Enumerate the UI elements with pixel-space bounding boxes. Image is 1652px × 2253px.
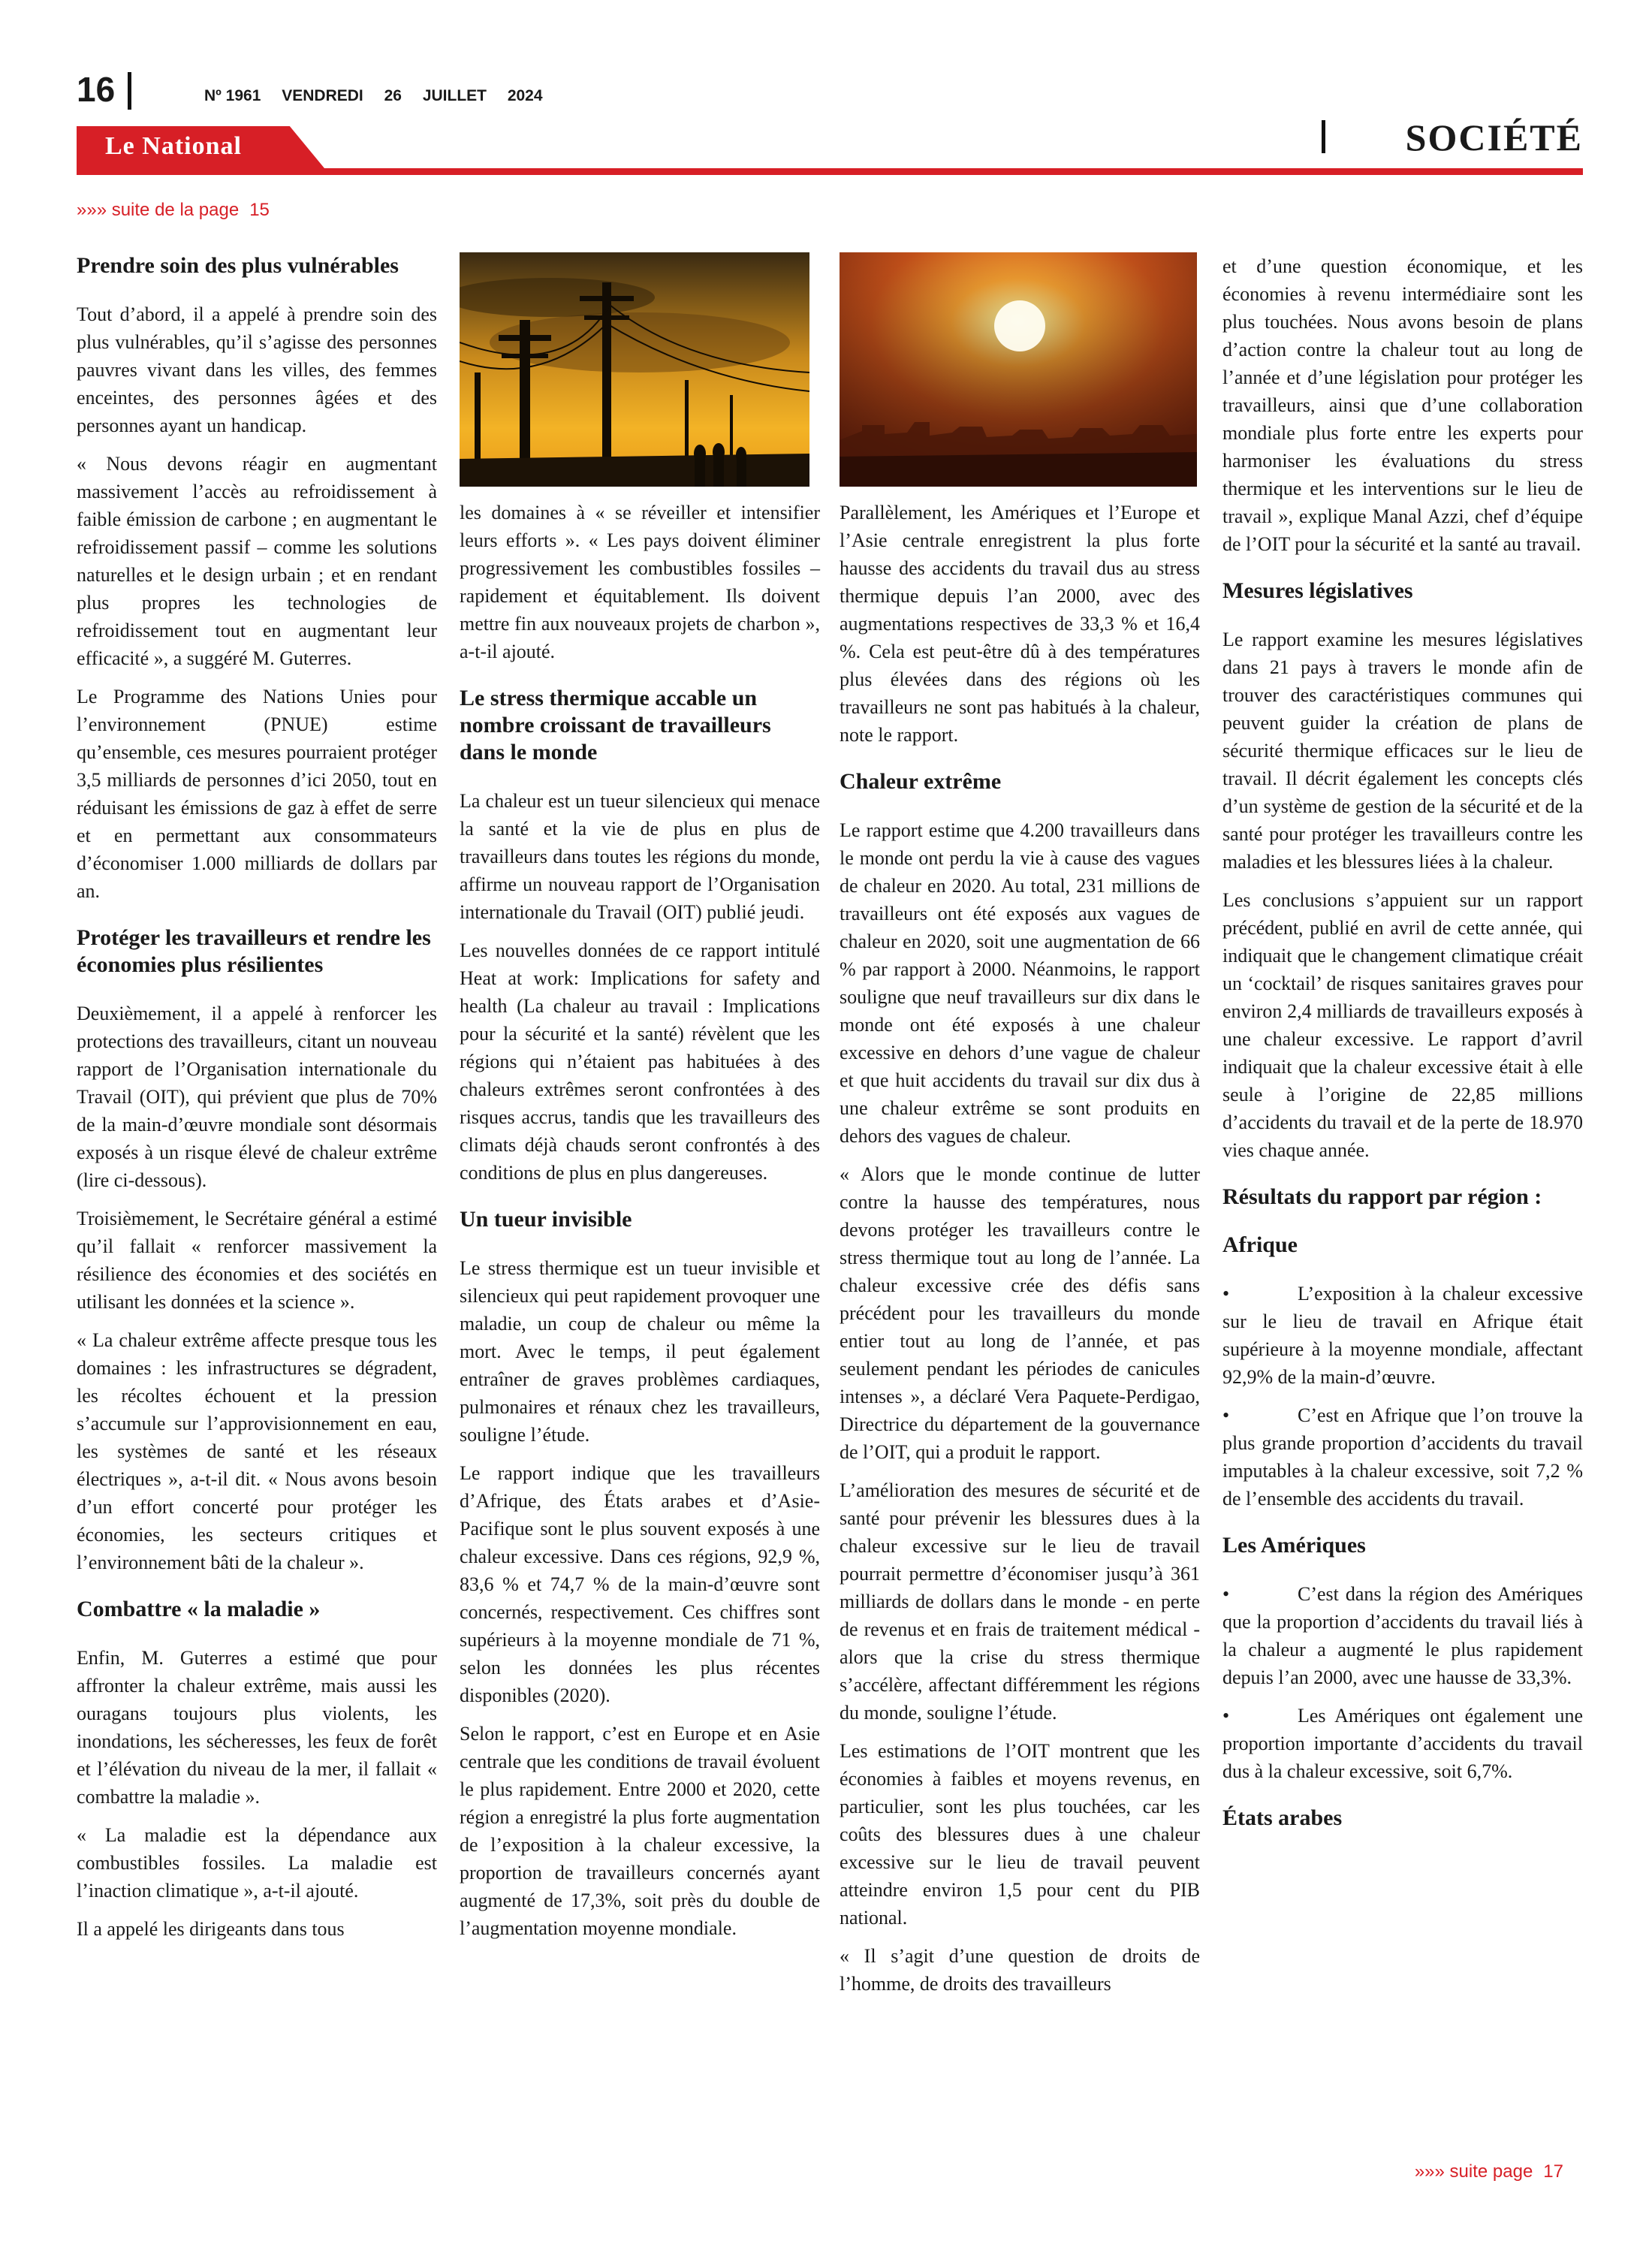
paragraph: Le stress thermique est un tueur invisible et silencieux qui peut rapidement provoquer une maladie, un coup de chaleur ou même la mort. Avec le temps, il peut également entraîner de graves problèmes cardiaques, pulmonaires et rénaux chez les travailleurs, souligne l’étude. [460,1257,820,1446]
paragraph: Enfin, M. Guterres a estimé que pour affronter la chaleur extrême, mais aussi les ouragans toujours plus violents, les inondations, les sécheresses, les feux de forêt et l’élévation du niveau de la mer, il fallait « combattre la maladie ». [77,1647,437,1808]
issue-month: JUILLET [422,87,487,104]
bullet-item [1222,1580,1583,1691]
brand-rule [77,168,1583,175]
page-number-divider [128,72,131,110]
paragraph: Le rapport examine les mesures législatives dans 21 pays à travers le monde afin de trouver des caractéristiques communes qui peuvent guider la création de plans de sécurité thermique efficaces sur le lieu de travail. Il décrit également les concepts clés d’un système de gestion de la sécurité et de la santé pour protéger les travailleurs contre les maladies et les blessures liées à la chaleur. [1222,629,1583,873]
sun-over-city-image [840,252,1197,487]
bullet-item [1222,1401,1583,1513]
bullet-marker: • [1222,1283,1230,1304]
section-divider [1322,120,1325,153]
continuation-from-label: »»» suite de la page [77,200,240,220]
paragraph: « Il s’agit d’une question de droits de l’homme, de droits des travailleurs [840,1945,1200,1995]
power-lines-silhouette-image [460,252,809,487]
subheading: Chaleur extrême [840,769,1002,794]
subheading: Mesures législatives [1222,578,1413,603]
bullet-marker: • [1222,1583,1230,1605]
bullet-text: C’est dans la région des Amériques que la proportion d’accidents du travail liés à la chaleur a augmenté le plus rapidement depuis l’an 2000, avec une hausse de 33,3%. [1222,1583,1583,1688]
bullet-marker: • [1222,1404,1230,1426]
subheading: Résultats du rapport par région : [1222,1184,1542,1209]
continuation-to-label: »»» suite page [1414,2161,1533,2182]
bullet-marker: • [1222,1705,1230,1727]
bullet-text: L’exposition à la chaleur excessive sur le lieu de travail en Afrique était supérieure à la moyenne mondiale, affectant 92,9% de la main-d’œuvre. [1222,1283,1583,1388]
subheading: Afrique [1222,1232,1298,1257]
photo-sun-city [840,252,1197,487]
bullet-text: C’est en Afrique que l’on trouve la plus grande proportion d’accidents du travail imputables à la chaleur excessive, soit 7,2 % de l’ensemble des accidents du travail. [1222,1404,1583,1510]
subheading: Combattre « la maladie » [77,1597,321,1621]
issue-day: 26 [384,87,402,104]
paragraph: Parallèlement, les Amériques et l’Europe et l’Asie centrale enregistrent la plus forte hausse des accidents du travail dus au stress thermique depuis l’an 2000, avec des augmentations respectives de 33,3 % et 16,4 %. Cela est peut-être dû à des températures plus élevées dans des régions où les travailleurs ne sont pas habitués à la chaleur, note le rapport. [840,502,1200,746]
photo-power-lines [460,252,809,487]
continuation-to [1415,2161,1563,2182]
paragraph: Les conclusions s’appuient sur un rapport précédent, publié en avril de cette année, qui indiquait que le changement climatique créait un ‘cocktail’ de risques sanitaires graves pour environ 2,4 milliards de travailleurs exposés à une chaleur excessive. Le rapport d’avril indiquait que la chaleur excessive était à elle seule à l’origine de 22,85 millions d’accidents du travail et de la perte de 18.970 vies chaque année. [1222,889,1583,1161]
paragraph: « Nous devons réagir en augmentant massivement l’accès au refroidissement à faible émission de carbone ; en augmentant le refroidissement passif – comme les solutions naturelles et le design urbain ; et en rendant plus propres les technologies de refroidissement tout en augmentant leur efficacité », a suggéré M. Guterres. [77,453,437,669]
subheading: États arabes [1222,1805,1343,1830]
bullet-item [1222,1702,1583,1785]
bullet-text: Les Amériques ont également une proportion importante d’accidents du travail dus à la chaleur excessive, soit 6,7%. [1222,1705,1583,1782]
paragraph: Le rapport estime que 4.200 travailleurs dans le monde ont perdu la vie à cause des vagues de chaleur en 2020. Au total, 231 millions de travailleurs ont été exposés aux vagues de chaleur en 2020, soit une augmentation de 66 % par rapport à 2000. Néanmoins, le rapport souligne que neuf travailleurs sur dix dans le monde ont été exposés à une chaleur excessive en dehors d’une vague de chaleur et que huit accidents du travail sur dix dus à une chaleur extrême se sont produits en dehors des vagues de chaleur. [840,819,1200,1147]
paragraph: Le rapport indique que les travailleurs d’Afrique, des États arabes et d’Asie-Pacifique sont le plus souvent exposés à une chaleur excessive. Dans ces régions, 92,9 %, 83,6 % et 74,7 % de la main-d’œuvre sont concernés, respectivement. Ces chiffres sont supérieurs à la moyenne mondiale de 71 %, selon les données les plus récentes disponibles (2020). [460,1462,820,1706]
paragraph: Deuxièmement, il a appelé à renforcer les protections des travailleurs, citant un nouveau rapport de l’Organisation internationale du Travail (OIT), qui prévient que plus de 70% de la main-d’œuvre mondiale sont désormais exposés à un risque élevé de chaleur extrême (lire ci-dessous). [77,1003,437,1191]
paragraph: Troisièmement, le Secrétaire général a estimé qu’il fallait « renforcer massivement la résilience des économies et des sociétés en utilisant les données et la science ». [77,1208,437,1313]
subheading: Un tueur invisible [460,1207,632,1232]
continuation-to-page: 17 [1543,2161,1563,2182]
section-title: SOCIÉTÉ [1405,116,1583,158]
paragraph: Selon le rapport, c’est en Europe et en Asie centrale que les conditions de travail évoluent le plus rapidement. Entre 2000 et 2020, cette région a enregistré la plus forte augmentation de l’exposition à la chaleur excessive, la proportion de travailleurs concernés ayant augmenté de 17,3%, soit près du double de l’augmentation moyenne mondiale. [460,1723,820,1939]
issue-line [204,87,559,105]
paragraph: Tout d’abord, il a appelé à prendre soin des plus vulnérables, qu’il s’agisse des personnes pauvres vivant dans les villes, des femmes enceintes, des personnes âgées et des personnes ayant un handicap. [77,303,437,436]
brand-band [77,126,1583,177]
issue-number: Nº 1961 [204,87,261,104]
issue-year: 2024 [507,87,543,104]
paragraph: La chaleur est un tueur silencieux qui menace la santé et la vie de plus en plus de travailleurs dans toutes les régions du monde, affirme un nouveau rapport de l’Organisation internationale du Travail (OIT) publié jeudi. [460,790,820,923]
paragraph: « Alors que le monde continue de lutter contre la hausse des températures, nous devons protéger les travailleurs contre le stress thermique tout au long de l’année. La chaleur excessive crée des défis sans précédent pour les travailleurs du monde entier tout au long de l’année, et pas seulement pendant les périodes de canicules intenses », a déclaré Vera Paquete-Perdigao, Directrice du département de la gouvernance de l’OIT, qui a produit le rapport. [840,1163,1200,1463]
page-header [0,0,1652,180]
article-column-1 [77,252,437,1953]
article-column-3 [840,252,1200,2008]
paragraph: « La maladie est la dépendance aux combustibles fossiles. La maladie est l’inaction climatique », a-t-il ajouté. [77,1824,437,1902]
paragraph: et d’une question économique, et les économies à revenu intermédiaire sont les plus touchées. Nous avons besoin de plans d’action contre la chaleur tout au long de l’année et d’une législation pour protéger les travailleurs, ainsi que d’une collaboration mondiale plus forte entre les experts pour harmoniser les évaluations du stress thermique et les interventions sur le lieu de travail », explique Manal Azzi, chef d’équipe de l’OIT pour la sécurité et la santé au travail. [1222,255,1583,555]
paragraph: Les estimations de l’OIT montrent que les économies à faibles et moyens revenus, en particulier, sont les plus touchées, car les coûts des blessures dues à une chaleur excessive sur le lieu de travail peuvent atteindre environ 1,5 pour cent du PIB national. [840,1740,1200,1929]
paragraph: Il a appelé les dirigeants dans tous [77,1918,345,1940]
paragraph: Le Programme des Nations Unies pour l’environnement (PNUE) estime qu’ensemble, ces mesures pourraient protéger 3,5 milliards de personnes d’ici 2050, tout en réduisant les émissions de gaz à effet de serre et en permettant aux consommateurs d’économiser 1.000 milliards de dollars par an. [77,686,437,902]
issue-weekday: VENDREDI [282,87,363,104]
paragraph: Les nouvelles données de ce rapport intitulé Heat at work: Implications for safety and health (La chaleur au travail : Implications pour la sécurité et la santé) révèlent que les régions qui n’étaient pas habituées à des chaleurs extrêmes seront confrontées à des risques accrus, tandis que les travailleurs des climats déjà chauds seront confrontés à des conditions de plus en plus dangereuses. [460,940,820,1184]
brand-logo: Le National [105,132,242,160]
subheading: Le stress thermique accable un nombre croissant de travailleurs dans le monde [460,686,771,765]
paragraph: les domaines à « se réveiller et intensifier leurs efforts ». « Les pays doivent éliminer progressivement les combustibles fossiles – rapidement et équitablement. Ils doivent mettre fin aux nouveaux projets de charbon », a-t-il ajouté. [460,502,820,662]
paragraph: L’amélioration des mesures de sécurité et de santé pour prévenir les blessures dues à la chaleur excessive sur le lieu de travail pourrait permettre d’économiser jusqu’à 361 milliards de dollars dans le monde - en perte de revenus et en frais de traitement médical - alors que la crise du stress thermique s’accélère, affectant différemment les régions du monde, souligne l’étude. [840,1479,1200,1724]
continuation-from [77,200,270,221]
bullet-item [1222,1280,1583,1391]
subheading: Protéger les travailleurs et rendre les économies plus résilientes [77,925,431,977]
article-column-2 [460,252,820,1953]
page-number: 16 [77,70,116,109]
subheading: Prendre soin des plus vulnérables [77,253,399,278]
paragraph: « La chaleur extrême affecte presque tous les domaines : les infrastructures se dégradent, les récoltes échouent et la pression s’accumule sur l’approvisionnement en eau, les systèmes de santé et les réseaux électriques », a-t-il dit. « Nous avons besoin d’un effort concerté pour protéger les économies, les secteurs critiques et l’environnement bâti de la chaleur ». [77,1329,437,1573]
continuation-from-page: 15 [249,200,270,220]
subheading: Les Amériques [1222,1533,1366,1558]
article-column-4 [1222,252,1583,1853]
